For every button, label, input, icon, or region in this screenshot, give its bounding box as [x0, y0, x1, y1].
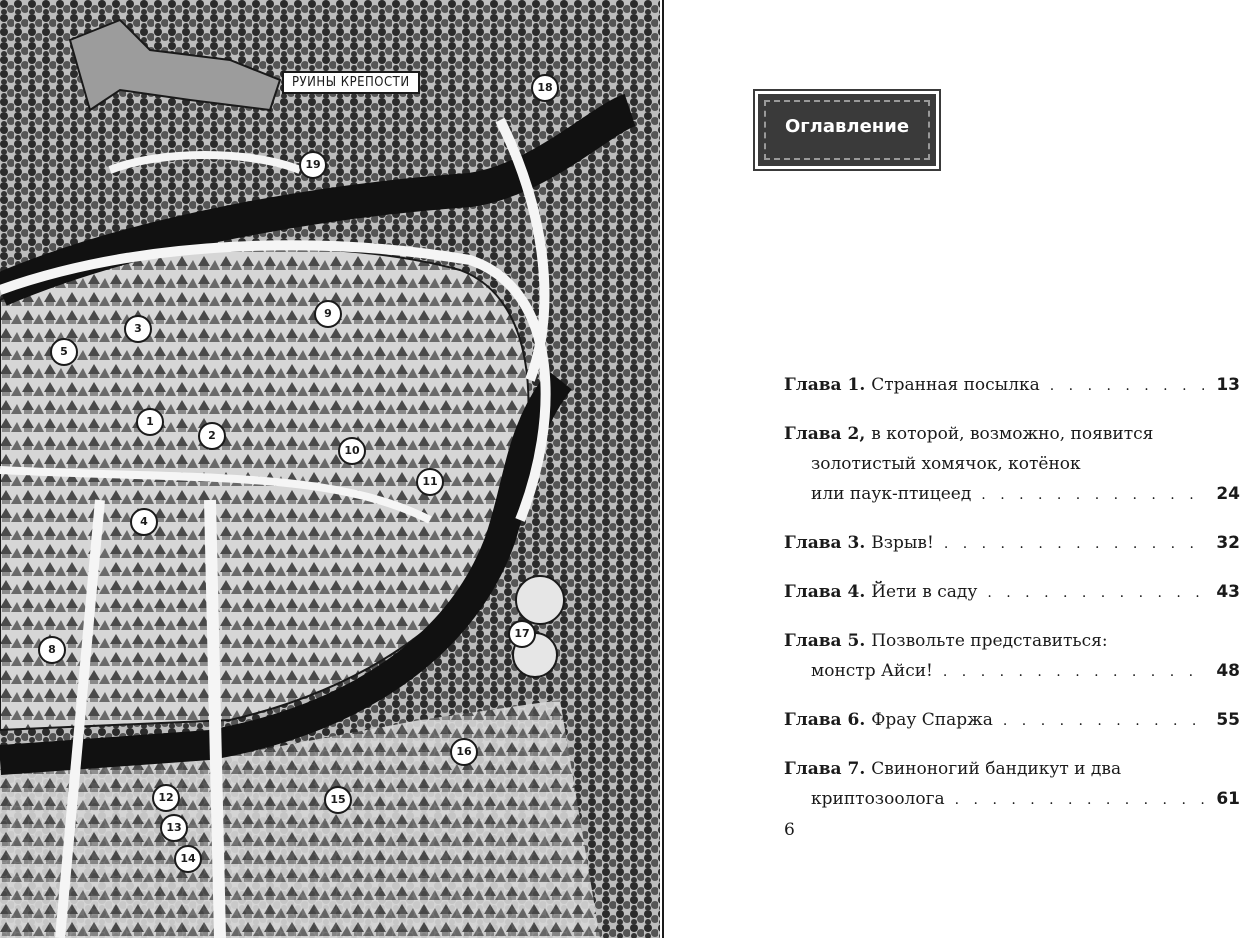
map-pin-5: 5	[50, 338, 78, 366]
dot-leader	[987, 578, 1204, 608]
map-pin-11: 11	[416, 468, 444, 496]
toc-title-badge	[758, 94, 936, 166]
toc-line	[784, 419, 1240, 449]
chapter-label: Глава 1.	[784, 375, 866, 395]
chapter-page-number: 61	[1216, 789, 1240, 809]
toc-line-last	[784, 479, 1240, 510]
chapter-label: Глава 2,	[784, 424, 866, 444]
toc-entry[interactable]	[784, 370, 1240, 401]
toc-line-last	[784, 370, 1240, 401]
toc-entry[interactable]	[784, 754, 1240, 815]
fortress-ruins-label: РУИНЫ КРЕПОСТИ	[282, 71, 420, 94]
map-pin-17: 17	[508, 620, 536, 648]
toc-entry[interactable]	[784, 705, 1240, 736]
chapter-title-line: в которой, возможно, появится	[871, 424, 1154, 444]
toc-title: Оглавление	[784, 116, 910, 137]
toc-line	[784, 754, 1240, 784]
chapter-title-line: Йети в саду	[871, 582, 978, 602]
chapter-label: Глава 7.	[784, 759, 866, 779]
toc-entry[interactable]	[784, 528, 1240, 559]
chapter-title-line: монстр Айси!	[811, 661, 933, 681]
toc-entry[interactable]	[784, 577, 1240, 608]
chapter-label: Глава 4.	[784, 582, 866, 602]
dot-leader	[981, 480, 1204, 510]
map-pin-1: 1	[136, 408, 164, 436]
dot-leader	[943, 657, 1204, 687]
chapter-page-number: 43	[1216, 582, 1240, 602]
toc-line	[784, 449, 1240, 479]
map-pin-15: 15	[324, 786, 352, 814]
dot-leader	[944, 529, 1204, 559]
map-pin-19: 19	[299, 151, 327, 179]
map-pin-9: 9	[314, 300, 342, 328]
chapter-label: Глава 5.	[784, 631, 866, 651]
dot-leader	[955, 785, 1204, 815]
toc-line-last	[784, 577, 1240, 608]
table-of-contents	[784, 370, 1240, 833]
map-pin-10: 10	[338, 437, 366, 465]
chapter-title-line: Взрыв!	[871, 533, 934, 553]
chapter-page-number: 55	[1216, 710, 1240, 730]
chapter-page-number: 24	[1216, 484, 1240, 504]
page-number: 6	[784, 820, 795, 840]
toc-line-last	[784, 784, 1240, 815]
chapter-title-line: Фрау Спаржа	[871, 710, 993, 730]
chapter-title-line: Позвольте представиться:	[871, 631, 1108, 651]
map-pin-13: 13	[160, 814, 188, 842]
toc-entry[interactable]	[784, 419, 1240, 510]
map-pin-8: 8	[38, 636, 66, 664]
chapter-label: Глава 3.	[784, 533, 866, 553]
toc-entry[interactable]	[784, 626, 1240, 687]
map-pin-14: 14	[174, 845, 202, 873]
chapter-page-number: 48	[1216, 661, 1240, 681]
map-pin-18: 18	[531, 74, 559, 102]
map-pin-12: 12	[152, 784, 180, 812]
chapter-title-line: или паук-птицеед	[811, 484, 972, 504]
toc-line	[784, 626, 1240, 656]
page-spine	[662, 0, 664, 938]
dot-leader	[1050, 371, 1204, 401]
toc-line-last	[784, 705, 1240, 736]
chapter-title-line: Свиноногий бандикут и два	[871, 759, 1122, 779]
map-pin-2: 2	[198, 422, 226, 450]
map-pin-3: 3	[124, 315, 152, 343]
dot-leader	[1003, 706, 1204, 736]
map-pin-16: 16	[450, 738, 478, 766]
toc-line-last	[784, 656, 1240, 687]
toc-line-last	[784, 528, 1240, 559]
chapter-label: Глава 6.	[784, 710, 866, 730]
map-pin-4: 4	[130, 508, 158, 536]
chapter-page-number: 32	[1216, 533, 1240, 553]
chapter-title-line: криптозоолога	[811, 789, 945, 809]
chapter-title-line: золотистый хомячок, котёнок	[811, 454, 1081, 474]
chapter-title-line: Странная посылка	[871, 375, 1040, 395]
chapter-page-number: 13	[1216, 375, 1240, 395]
